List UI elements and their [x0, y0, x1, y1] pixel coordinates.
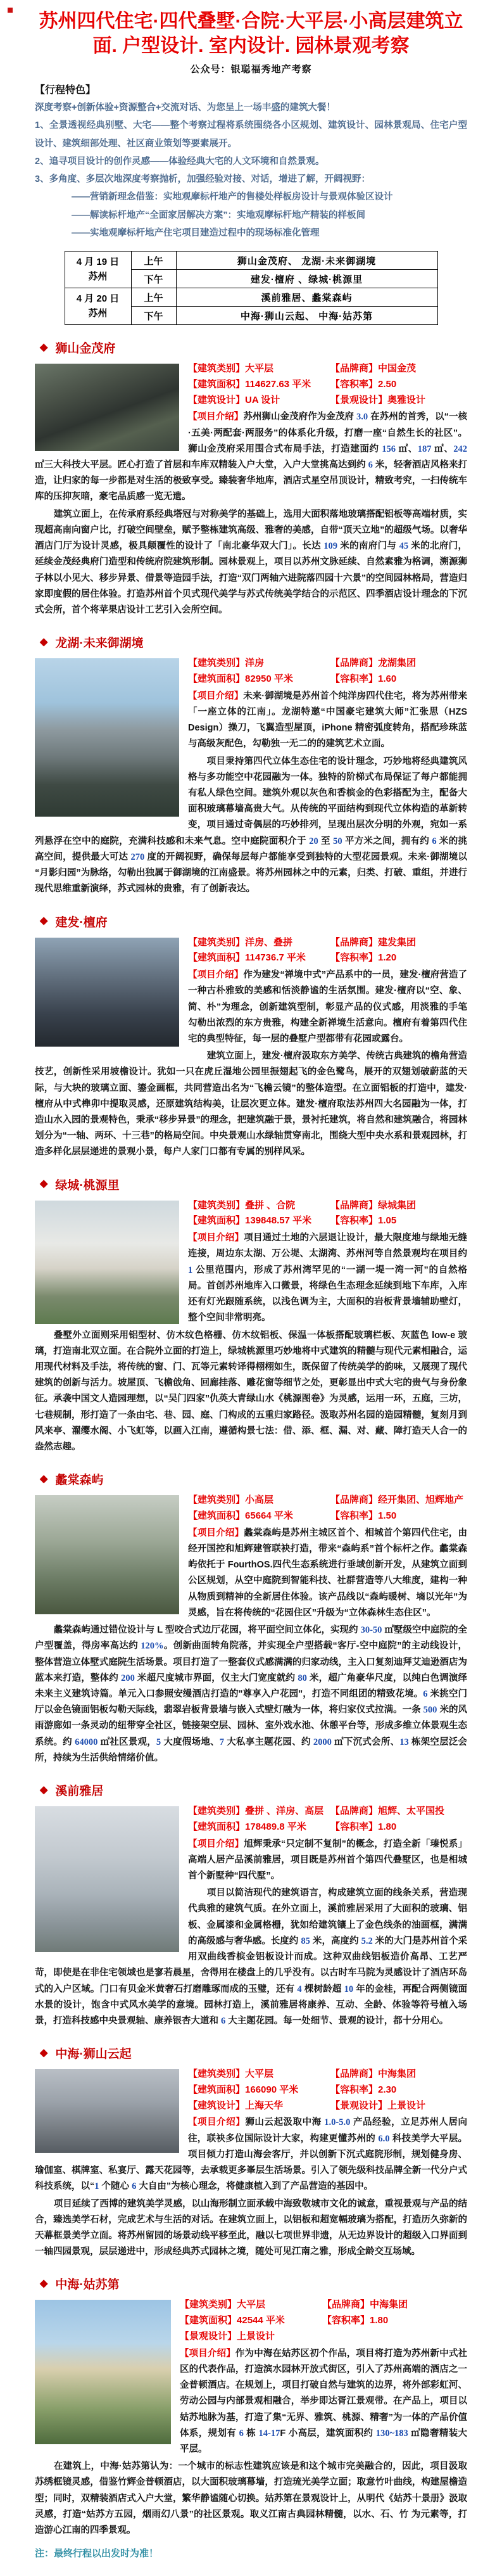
body-paragraph: 项目以简洁现代的建筑语言，构成建筑立面的线条关系，营造现代典雅的建筑气质。在外立面上，溪前雅居采用了大面积的玻璃、铝板、金属漆和金属格栅，犹如给建筑镶上了金色线条的油画框，满满的高级感与奢华感。长度约 85 米，高度约 5.2 米的大门是苏州首个采用双曲线香槟金铝板设计而成。这种双曲线铝板造价高昂、工艺严苛，即使是在非住宅领域也是寥若晨星，舍得用在楼盘上的几乎没有。以古时车马院为灵感设计了酒店环岛式的入户区域。门口有贝金米黄奢石打磨雕琢而成的玉璧，还有 4 棵树龄超 10 年的金桂，再配合两侧镜面水景的设计，饱含中式风水美学的意境。园林打造上，溪前雅居将康养、互动、全龄、体验等符号植入场景，打造科技感中央景观轴、康养银杏大道和 6 大主题花园。每一处细节、景观的设计，都十分用心。: [35, 1888, 467, 2026]
projects-container: [35, 329, 467, 2540]
spec-value: 65664 平米: [245, 1510, 293, 1521]
project-name: 建发·檀府: [55, 915, 108, 929]
schedule-time-cell: 下午: [131, 307, 176, 325]
features-heading: 【行程特色】: [35, 85, 96, 96]
project-section: [35, 1771, 467, 2031]
spec-label: 【容积率】: [330, 952, 379, 964]
spec-pair: [330, 393, 425, 409]
spec-value: 1.50: [378, 1510, 397, 1521]
spec-value: 42544 平米: [237, 2315, 285, 2326]
spec-value: 大平层: [245, 363, 274, 374]
project-header: [35, 339, 467, 356]
spec-pair: [330, 2098, 425, 2114]
spec-pair: [188, 656, 330, 672]
schedule-date-line: 苏州: [88, 271, 108, 282]
feature-subitem: ——营销新理念借鉴：实地观摩标杆地产的售楼处样板房设计与景观体验区设计: [72, 192, 393, 203]
spec-label: 【建筑面积】: [188, 952, 246, 964]
spec-value: 上海天华: [245, 2100, 284, 2111]
spec-pair: [330, 361, 416, 377]
spec-label: 【品牌商】: [330, 1806, 379, 1817]
spec-value: 叠拼 、洋房、高层: [245, 1806, 324, 1817]
spec-value: 洋房: [245, 658, 265, 669]
intro-text: 项目通过土地的六层退让设计，最大限度地与绿地无缝连接，周边东太湖、万公堤、太湖湾、苏州河等自然景观均在项目约 1 公里范围内，形成了苏州湾罕见的“一湖一堤一湾一河”的自然格局。首创苏州地库入口微景，将绿色生态理念延续到地下车库，入库还有灯光跟随系统，以浅色调为主，大面积的岩板背景墙辅助壁灯，整个空间非常明亮。: [188, 1233, 467, 1323]
spec-pair: [330, 2082, 396, 2098]
spec-pair: [330, 935, 416, 951]
project-photo: [35, 364, 179, 451]
spec-value: 1.80: [370, 2315, 389, 2326]
spec-label: 【建筑类别】: [188, 1806, 246, 1817]
body-paragraph: 项目延续了西博的建筑美学灵感，以山海形制立面承载中海致敬城市文化的诚意，重视景观与产品的结合，臻选美学石材，完成艺术与生活的对话。在建筑立面上，以铝板和超宽幅玻璃为搭配，打造历久弥新的天幕框景美学立面。将苏州留园的场景动线平移至此，融以七项世界非遗，从无边界设计的超级入口界面到一轴四园景观，层层递进中，形成经典苏式园林之境，随处可见江南之雅，形成全龄交互场域。: [35, 2198, 467, 2257]
project-section: [35, 1460, 467, 1768]
spec-pair: [330, 672, 396, 687]
spec-value: 叠拼 、合院: [245, 1199, 296, 1211]
project-section: [35, 2265, 467, 2540]
project-photo: [35, 2300, 171, 2444]
spec-label: 【容积率】: [322, 2315, 370, 2326]
diamond-icon: ◆: [40, 2047, 48, 2058]
project-section: [35, 329, 467, 620]
feature-item: 1、全景透视经典别墅、大宅——整个考察过程将系统围绕各小区规划、建筑设计、园林景观局、住宅户型设计、建筑细部处理、社区商业策划等要素展开。: [35, 120, 467, 149]
spec-label: 【建筑类别】: [188, 1199, 246, 1211]
intro-label: 【项目介绍】: [188, 691, 244, 701]
project-section: [35, 1166, 467, 1457]
corner-marker: [8, 8, 13, 13]
spec-pair: [188, 361, 330, 377]
spec-label: 【品牌商】: [330, 1199, 379, 1211]
body-paragraph: 叠墅外立面则采用铝型材、仿木纹色格栅、仿木纹铝板、保温一体板搭配玻璃栏板、灰蓝色 low-e 玻璃，打造南北双立面。在合院外立面的打造上，绿城桃源里巧妙地将中式建筑的精髓与现代元素相融合，运用现代材料及手法，将传统的窗、门、瓦等元素转译得栩栩如生，既保留了传统美学的韵味，又展现了现代建筑的创新与活力。坡屋顶、飞檐戗角、回廊挂落、雕花窗等细节之处，更彰显出中式大宅的贵气与身份象征。承袭中国文人造园理想，以“吴门四家”仇英大青绿山水《桃源图卷》为灵感，运用一环，五庭，三坊，七巷规制，形打造了一条由宅、巷、园、庭、门构成的五重归家路径。汲取苏州名园的造园精髓，复刻月到风来亭、濯缨水阁、小飞虹等，以画入江南，遵循构景七法：借、添、框、漏、对、藏、障打造天人合一的盎然志趣。: [35, 1330, 467, 1453]
spec-label: 【容积率】: [330, 1821, 379, 1832]
spec-value: 中海集团: [378, 2069, 417, 2080]
schedule-date-cell: [65, 252, 131, 288]
spec-label: 【品牌商】: [330, 658, 379, 669]
spec-label: 【品牌商】: [330, 2069, 379, 2080]
diamond-icon: ◆: [40, 2278, 48, 2289]
feature-item: 2、追寻项目设计的创作灵感——体验经典大宅的人文环境和自然景观。: [35, 156, 325, 167]
spec-pair: [188, 1493, 330, 1508]
spec-label: 【景观设计】: [180, 2330, 237, 2342]
spec-label: 【建筑类别】: [188, 2069, 246, 2080]
schedule-time-cell: 上午: [131, 252, 176, 270]
official-account: 公众号：银聪福秀地产考察: [190, 64, 312, 75]
intro-text: 狮山云起汲取中海 1.0-5.0 产品经验，立足苏州人居向往，联袂多位国际设计大家，构建更懂苏州的 6.0 科技美学大平层。项目倾力打造山海会客厅，并以创新下沉式庭院形制，规划健身房、瑜伽室、棋牌室、私宴厅、露天花园等，去承载更多峯层生活场景。引入了领先级科技品牌全新一代分户式科技系统，以“1 个随心 6 大自由”为核心理念，将健康植入到了产品营造的基因中。: [35, 2117, 467, 2192]
spec-pair: [188, 672, 330, 687]
schedule-date-cell: [65, 288, 131, 325]
diamond-icon: ◆: [40, 1178, 48, 1190]
project-name: 绿城·桃源里: [55, 1178, 120, 1192]
intro-text: 蠡棠森屿是苏州主城区首个、相城首个第四代住宅，由经开国控和旭辉建管联袂打造，带来“森屿系”首个标杆之作。蠡棠森屿依托于 FourthOS.四代生态系统进行垂域创新开发，从建筑立面到公区规划，从空中庭院到智能科技、社群营造等八大维度，建构一种从物质到精神的全新居住体验。该产品线以“森屿暖树、墒以光年”为灵感，旨在将传统的“花园住区”升级为“立体森林生态住区”。: [188, 1527, 467, 1618]
diamond-icon: ◆: [40, 915, 48, 927]
intro-text: 旭辉秉承“只定制不复制”的概念，打造全新「瑧悦系」高端人居产品溪前雅居，项目既是苏州首个第四代叠墅区，也是相城首个新墅种“四代墅”。: [188, 1839, 467, 1881]
spec-label: 【建筑面积】: [188, 1821, 246, 1832]
schedule-date-line: 4 月 19 日: [76, 257, 120, 268]
spec-pair: [188, 950, 330, 966]
project-name: 狮山金茂府: [55, 342, 116, 356]
spec-value: 114627.63 平米: [245, 378, 311, 390]
project-photo: [35, 1201, 179, 1324]
project-photo: [35, 2069, 179, 2153]
spec-pair: [188, 393, 330, 409]
schedule-projects-cell: 狮山金茂府、 龙湖·未来御湖境: [176, 252, 437, 270]
schedule-row: [65, 252, 437, 270]
spec-value: 奥雅设计: [387, 394, 426, 405]
spec-pair: [322, 2297, 408, 2313]
feature-subitem: ——解读标杆地产“全面家居解决方案”：实地观摩标杆地产精装的样板间: [72, 210, 365, 220]
spec-label: 【建筑面积】: [180, 2315, 237, 2326]
page-title: 苏州四代住宅·四代叠墅·合院·大平层·小高层建筑立面. 户型设计. 室内设计. 园林景观考察: [39, 11, 463, 56]
intro-label: 【项目介绍】: [188, 1839, 244, 1849]
spec-value: 1.60: [378, 673, 397, 684]
spec-label: 【容积率】: [330, 378, 379, 390]
feature-item: 3、多角度、多层次地深度考察抛析，加强经验对接、对话，增进了解，开阔视野：: [35, 174, 371, 185]
project-photo: [35, 658, 179, 817]
spec-value: 大平层: [237, 2299, 266, 2311]
schedule-time-cell: 上午: [131, 288, 176, 307]
project-header: [35, 634, 467, 651]
spec-value: 龙湖集团: [378, 658, 417, 669]
spec-label: 【品牌商】: [322, 2299, 370, 2311]
spec-value: UA 设计: [245, 394, 280, 405]
spec-label: 【容积率】: [330, 1510, 379, 1521]
spec-value: 中海集团: [370, 2299, 408, 2311]
body-paragraph: 建筑立面上，在传承府系经典塔冠与对称美学的基础上，选用大面积落地玻璃搭配铝板等高端材质，实现超高南向窗户比，打破空间壁垒，赋予整栋建筑高级、雅奢的美感，自带“顶天立地”的超级气场。以奢华酒店门厅为设计灵感，极具颠覆性的设计了「南北豪华双大门」。长达 109 米的南府门与 45 米的北府门，延续金茂经典府门造型和传统府院建筑形制。园林景观上，项目以苏州文脉延续、自然素雅为格调，溯源狮子林以小见大、移步异景、借景等造园手法，打造“双门两轴六进院落四园十六景”的空间园林格局，营造归家即度假的居住体验。打造苏州首个贝式现代美学与苏式传统美学结合的示范区、四季酒店设计理念的下沉式会所，首个将苹果店设计工艺引入会所空间。: [35, 509, 467, 615]
spec-pair: [188, 377, 330, 393]
schedule-row: [65, 288, 437, 307]
spec-pair: [188, 2098, 330, 2114]
schedule-table: [65, 251, 438, 325]
project-header: [35, 913, 467, 930]
spec-value: 1.20: [378, 952, 397, 964]
final-note: 注：最终行程以出发时为准！: [35, 2548, 159, 2560]
schedule-date-line: 苏州: [88, 307, 108, 319]
spec-pair: [188, 1198, 330, 1214]
intro-label: 【项目介绍】: [188, 2117, 246, 2128]
spec-label: 【容积率】: [330, 1215, 379, 1227]
spec-pair: [188, 2067, 330, 2082]
intro-label: 【项目介绍】: [188, 412, 244, 423]
spec-pair: [322, 2313, 388, 2329]
project-header: [35, 1470, 467, 1488]
spec-pair: [330, 1804, 444, 1820]
spec-label: 【建筑面积】: [188, 378, 246, 390]
spec-label: 【建筑面积】: [188, 673, 246, 684]
diamond-icon: ◆: [40, 1784, 48, 1795]
spec-label: 【景观设计】: [330, 394, 388, 405]
spec-label: 【品牌商】: [330, 936, 379, 948]
project-name: 溪前雅居: [55, 1785, 104, 1799]
spec-pair: [330, 1820, 396, 1835]
spec-pair: [188, 1213, 330, 1229]
spec-pair: [330, 1508, 396, 1524]
intro-label: 【项目介绍】: [188, 970, 244, 981]
spec-pair: [180, 2329, 275, 2345]
body-paragraph: 项目秉持第四代立体生态住宅的设计理念，巧妙地将经典建筑风格与多功能空中花园融为一体。独特的阶梯式布局保证了每户都能拥有私人绿色空间。建筑外观以灰色和香槟金的色彩搭配为主，配备大面积玻璃幕墙高贵大气。从传统的平面结构到现代立体构造的革新转变，项目通过奇偶层的巧妙排列，呈现出层次分明的外观，宛如一系列悬浮在空中的庭院，充满科技感和未来气息。空中庭院面积介于 20 至 50 平方米之间，拥有约 6 米的挑高空间，提供最大可达 270 度的开阔视野，确保每层每户都能享受到独特的大型花园景观。未来·御湖境以“月影归园”为脉络，勾勒出独属于御湖境的江南盛景。将苏州园林之中的元素，归类、打破、重组，并进行现代思维重新演绎，苏式园林的贵雅，有了创新表达。: [35, 756, 467, 895]
spec-label: 【容积率】: [330, 2084, 379, 2095]
schedule-projects-cell: 建发·檀府 、绿城·桃源里: [176, 270, 437, 288]
project-header: [35, 2044, 467, 2062]
spec-value: 2.50: [378, 378, 397, 390]
spec-pair: [188, 1508, 330, 1524]
spec-pair: [188, 1804, 330, 1820]
spec-value: 绿城集团: [378, 1199, 417, 1211]
spec-pair: [330, 1198, 416, 1214]
spec-label: 【建筑类别】: [188, 936, 246, 948]
spec-pair: [330, 1493, 463, 1508]
project-photo: [35, 938, 179, 1047]
intro-label: 【项目介绍】: [188, 1527, 244, 1538]
spec-label: 【品牌商】: [330, 1495, 379, 1506]
spec-label: 【品牌商】: [330, 363, 379, 374]
spec-value: 139848.57 平米: [245, 1215, 312, 1227]
schedule-time-cell: 下午: [131, 270, 176, 288]
spec-label: 【建筑设计】: [188, 394, 246, 405]
spec-pair: [330, 1213, 396, 1229]
spec-pair: [330, 950, 396, 966]
spec-pair: [188, 2082, 330, 2098]
features-intro: 深度考察+创新体验+资源整合+交流对话、为您呈上一场丰盛的建筑大餐！: [35, 103, 336, 113]
intro-text: 作为建发“禅境中式”产品系中的一员，建发·檀府营造了一种古朴雅致的美感和恬淡静谧的生活氛围。建发·檀府以“空、象、简、朴”为理念，创新建筑型制，彰显产品的仪式感，用淡雅的手笔勾勒出浓烈的东方贵雅，构建全新禅境生活意向。檀府有着第四代住宅的典型特征，每一层的叠墅户型都带有花园或露台。: [188, 970, 467, 1044]
spec-label: 【容积率】: [330, 673, 379, 684]
project-name: 龙湖·未来御湖境: [55, 637, 144, 651]
project-name: 蠡棠森屿: [55, 1474, 104, 1488]
spec-label: 【景观设计】: [330, 2100, 388, 2111]
spec-pair: [180, 2297, 322, 2313]
project-header: [35, 1782, 467, 1799]
body-paragraph: 建筑立面上，建发·檀府汲取东方美学、传统古典建筑的檐角营造技艺，创新性采用坡檐设计。犹如一只在虎丘湿地公园里振翅起飞的金色鹭鸟，展开的双翅划破蔚蓝的天际，与大块的玻璃立面、鎏金画框，共同营造出名为“飞檐云镜”的整体造型。在立面铝板的打造中，建发·檀府从中式榫卯中提取灵感，还原建筑结构美，让层次更立体。建发·檀府取法苏州四大名园融为一体，打造山水入园的景观特色，秉承“移步异景”的理念，把建筑融于景，景衬托建筑，将自然和建筑融合，将园林划分为“一轴、两环、十三巷”的格局空间。中央景观山水绿轴贯穿南北，围绕大型中央水系和景观园林，打造多样化层层递进的景观小景，每户人家门口都有专属的别样风采。: [35, 1051, 467, 1157]
project-section: [35, 2034, 467, 2261]
spec-value: 166090 平米: [245, 2084, 299, 2095]
spec-value: 经开集团、旭辉地产: [378, 1495, 464, 1506]
project-photo: [35, 1806, 179, 1952]
feature-subitem: ——实地观摩标杆地产住宅项目建造过程中的现场标准化管理: [72, 227, 320, 238]
body-paragraph: 蠡棠森屿通过错位设计与 L 型咬合式边厅花园，将平面空间立体化，实现约 30-50 ㎡墅级空中庭院的全户型覆盖，得房率高达约 120%。创新曲面转角院落，并实现全户型搭载“客厅-空中庭院”的主动线设计，整体营造立体墅式庭院生活场景。项目打造了一整套仪式感满满的归家动线，主入口复刻迪拜艾迪逊酒店为蓝本来打造，整体约 200 米超尺度城市界面，仅主大门宽度就约 80 米，超广角豪华尺度，以纯白色调演绎未来主义建筑诗篇。单元入口参照安缦酒店打造的"尊享入户花园"，打造不同组团的精致花境。6 米挑空门厅以金色镜面铝板勾勒天际线，翡翠岩板背景墙与嵌入式壁灯融为一体，将归家仪式拉满。一条 500 米的风雨游廊如一条灵动的纽带穿全社区，链接架空层、园林、室外戏水池、休憩平台等，形成多维立体景观生态系统。约 64000 ㎡社区景观，5 大度假场地、7 大私享主题花园、约 2000 ㎡下沉式会所、13 栋架空层泛会所，持续为生活供给情绪价值。: [35, 1625, 467, 1763]
spec-value: 178489.8 平米: [245, 1821, 306, 1832]
features-list: [35, 117, 467, 188]
spec-pair: [188, 935, 330, 951]
spec-value: 小高层: [245, 1495, 274, 1506]
spec-value: 中国金茂: [378, 363, 417, 374]
spec-pair: [330, 2067, 416, 2082]
intro-text: 未来·御湖境是苏州首个纯洋房四代住宅，将为苏州带来「一座立体的江南」。龙湖特邀“中国豪宅建筑大师”汇张思（HZS Design）操刀，飞翼造型屋顶，iPhone 精密弧度转角，搭配珍珠蓝与高级灰配色，勾勒独一无二的的建筑艺术立面。: [188, 691, 467, 749]
spec-value: 大平层: [245, 2069, 274, 2080]
project-section: [35, 623, 467, 898]
schedule-projects-cell: 中海·狮山云起、 中海·姑苏第: [176, 307, 437, 325]
spec-value: 洋房、叠拼: [245, 936, 293, 948]
spec-label: 【建筑面积】: [188, 1510, 246, 1521]
body-paragraph: 在建筑上，中海·姑苏第认为：一个城市的标志性建筑应该是和这个城市完美融合的，因此，项目汲取苏绣框镜灵感，借鉴竹辉金普顿酒店，以大面积玻璃幕墙，打造琉光美学立面；取意竹叶曲线，构建屋檐造型；同时，双精装酒店式入户大堂，繁华静谧随心切换。姑苏第在景观设计上，从明代《姑苏十景册》汲取灵感，打造“姑苏方五园，烟雨幻八景”的社区景观。取义江南古典园林精髓，以水、石、竹 为元素等，打造游心江南的四季景观。: [35, 2461, 467, 2536]
spec-value: 上景设计: [237, 2330, 275, 2342]
schedule-date-line: 4 月 20 日: [76, 293, 120, 305]
diamond-icon: ◆: [40, 341, 48, 353]
spec-pair: [330, 656, 416, 672]
intro-label: 【项目介绍】: [188, 1233, 244, 1244]
project-name: 中海·狮山云起: [55, 2048, 132, 2062]
spec-label: 【建筑类别】: [188, 658, 246, 669]
diamond-icon: ◆: [40, 636, 48, 647]
spec-value: 1.80: [378, 1821, 397, 1832]
schedule-projects-cell: 溪前雅居、蠡棠森屿: [176, 288, 437, 307]
project-section: [35, 903, 467, 1162]
spec-pair: [188, 1820, 330, 1835]
spec-pair: [330, 377, 396, 393]
intro-text: 作为中海在姑苏区初个作品，项目将打造为苏州新中式社区的代表作品，打造滨水园林开放式街区，引入了苏州高端的酒店之一金普顿酒店。在规划上，项目打破自然与建筑的边界，将外部彩虹河、劳动公园与内部景观相融合，举步即达胥江景观带。在产品上，项目以姑苏地脉为基，打造了集“无界、雅筑、桃源、精奢”为一体的产品价值体系，规划有 6 栋 14-17F 小高层，建筑面积约 130~183 ㎡隐奢精装大平层。: [180, 2348, 467, 2454]
spec-value: 82950 平米: [245, 673, 293, 684]
spec-label: 【建筑类别】: [188, 363, 246, 374]
spec-value: 1.05: [378, 1215, 397, 1227]
project-photo: [35, 1495, 179, 1614]
project-header: [35, 2275, 467, 2292]
spec-label: 【建筑面积】: [188, 2084, 246, 2095]
spec-label: 【建筑类别】: [180, 2299, 237, 2311]
spec-label: 【建筑类别】: [188, 1495, 246, 1506]
spec-label: 【建筑设计】: [188, 2100, 246, 2111]
spec-label: 【建筑面积】: [188, 1215, 246, 1227]
intro-label: 【项目介绍】: [180, 2348, 235, 2359]
spec-value: 上景设计: [387, 2100, 426, 2111]
project-header: [35, 1176, 467, 1193]
spec-value: 旭辉、太平国投: [378, 1806, 445, 1817]
project-name: 中海·姑苏第: [55, 2278, 120, 2292]
features-sublist: [35, 188, 467, 242]
spec-value: 2.30: [378, 2084, 397, 2095]
spec-value: 建发集团: [378, 936, 417, 948]
spec-pair: [180, 2313, 322, 2329]
intro-text: 苏州狮山金茂府作为金茂府 3.0 在苏州的首秀，以“一核·五美·两配套·两服务”的体系化升级，打磨一座“自然生长的社区”。狮山金茂府采用围合式布局手法，打造建面约 156 ㎡、187 ㎡、242 ㎡三大科技大平层。匠心打造了首层和车库双精装入户大堂，入户大堂挑高达到约 6 米，轻奢酒店风格来打造，让归家的每一步都是对生活的极致享受。臻装奢华地库，酒店式星空吊顶设计，精致考究，一扫传统车库的压抑灰暗，豪宅品质感一览无遗。: [35, 412, 467, 502]
diamond-icon: ◆: [40, 1473, 48, 1484]
spec-value: 114736.7 平米: [245, 952, 306, 964]
